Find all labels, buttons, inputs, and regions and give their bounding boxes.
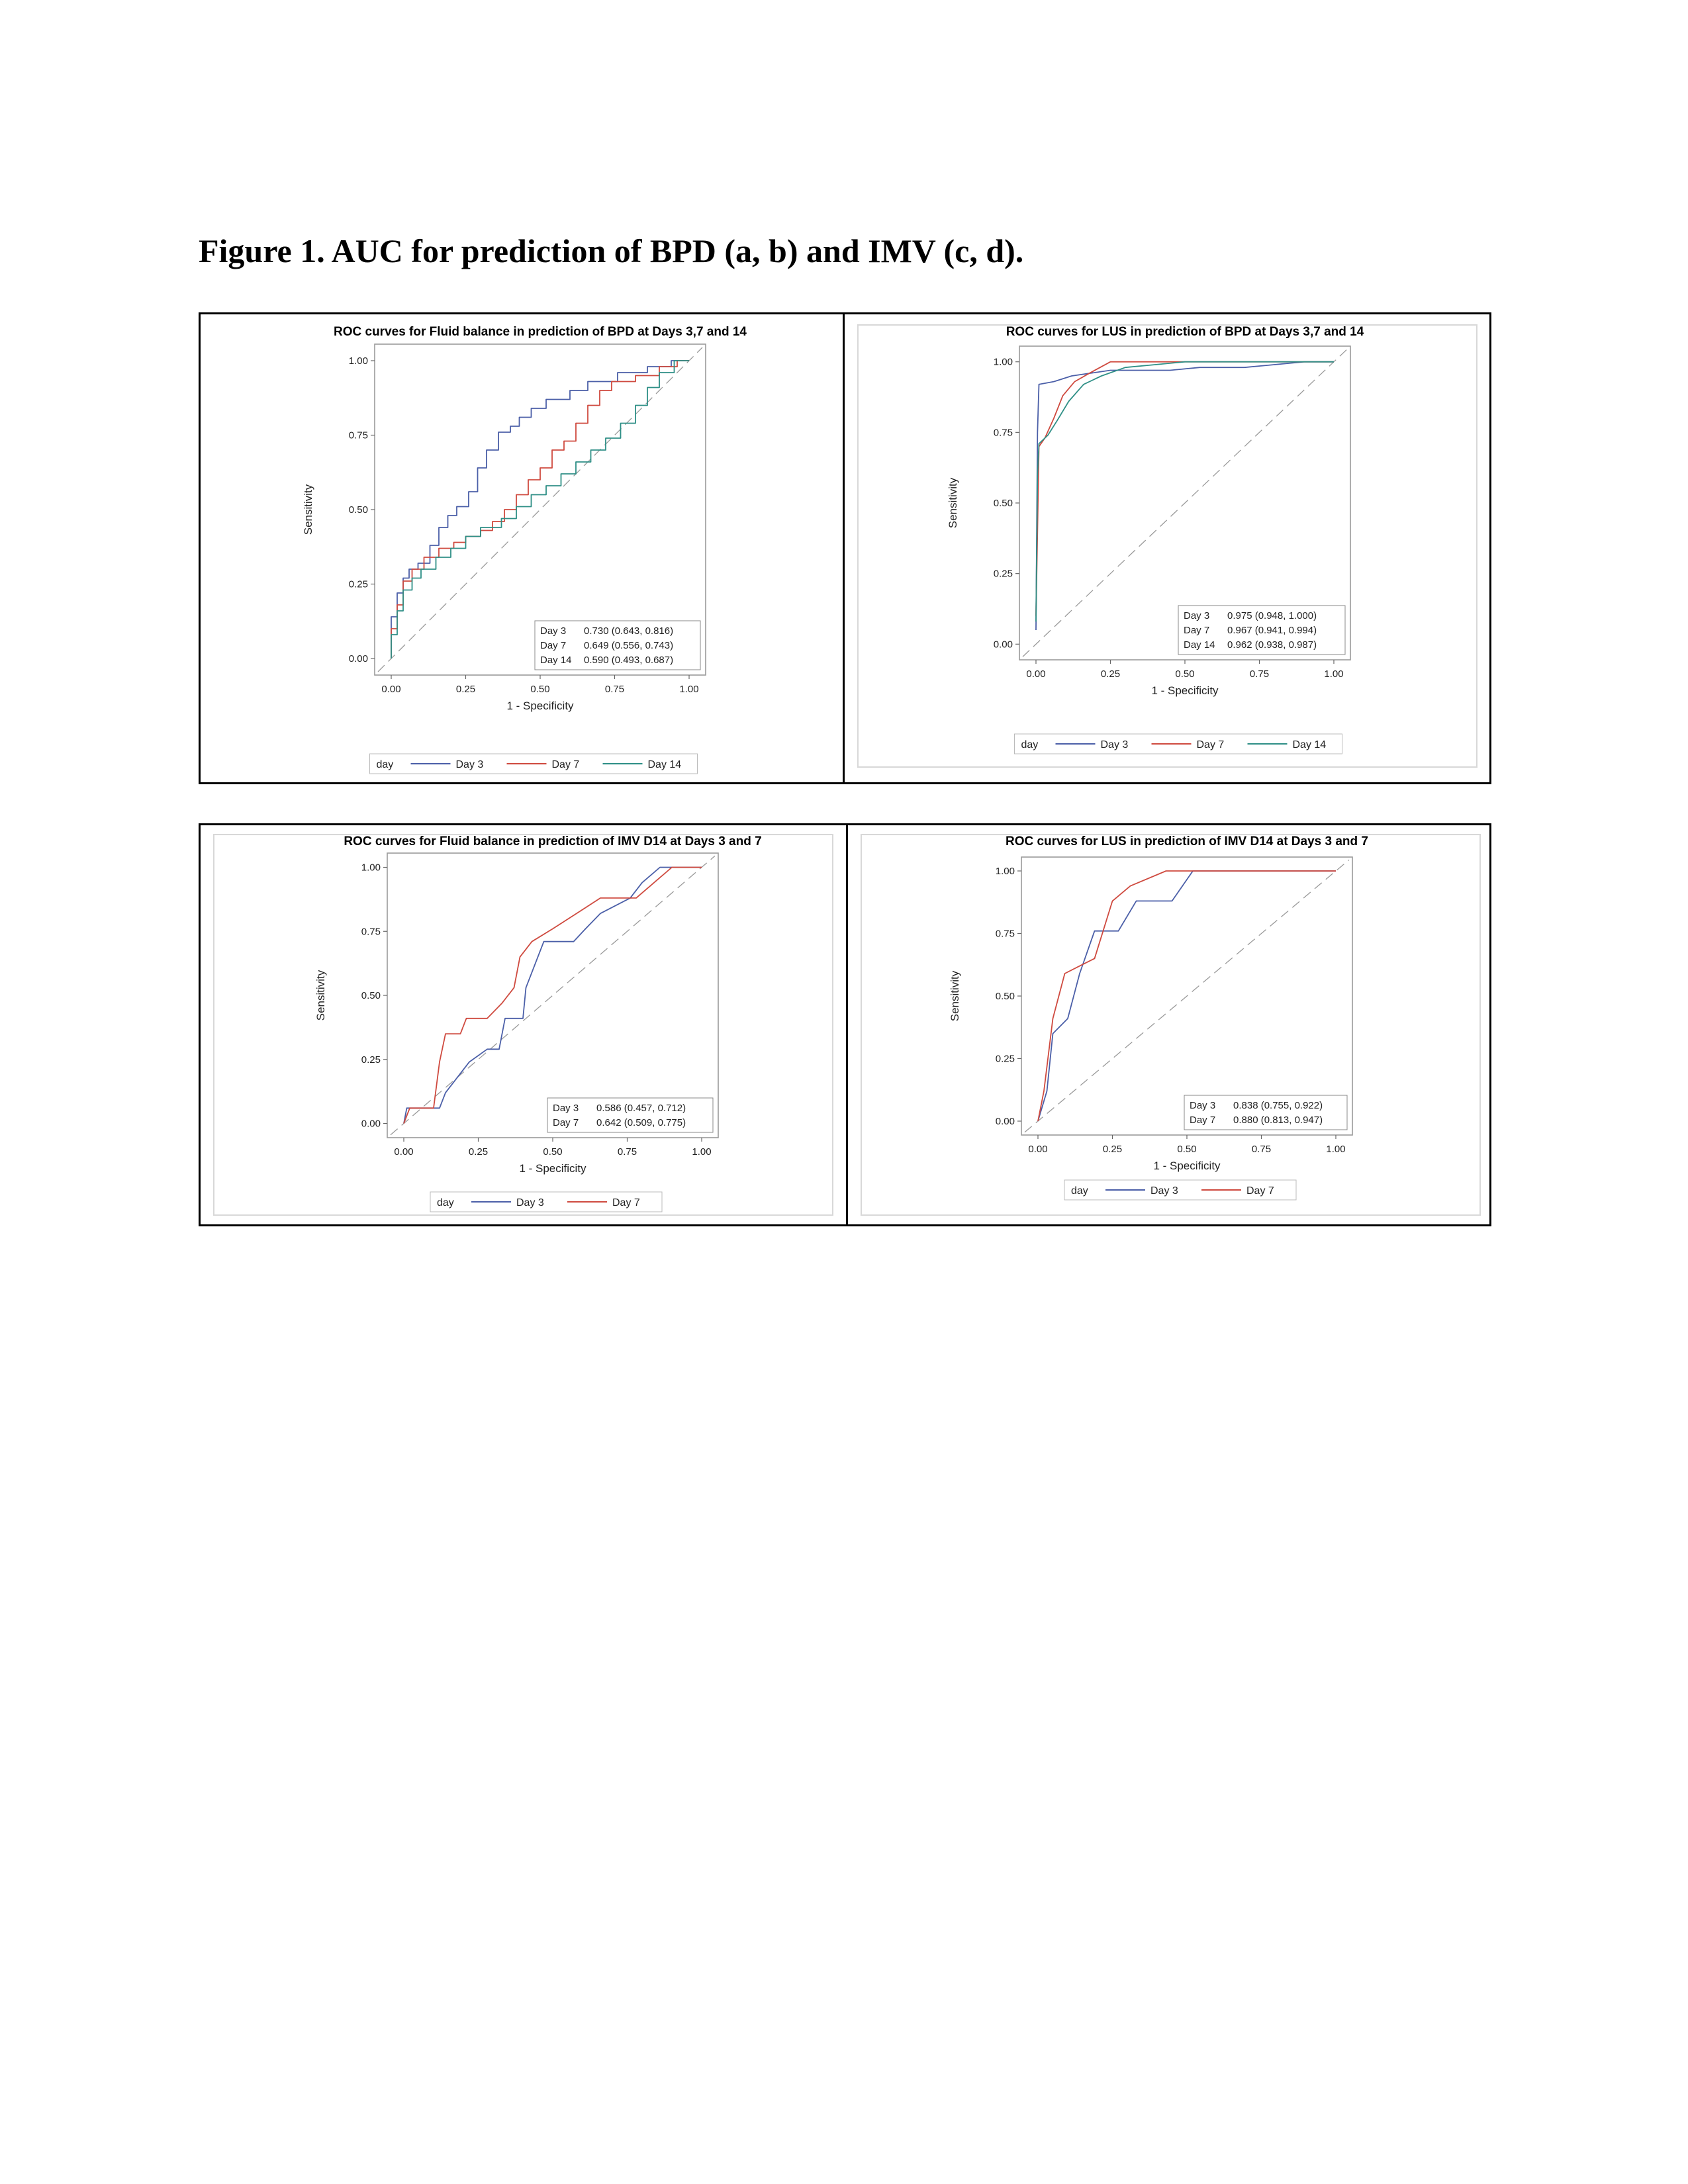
x-tick-label: 0.75 — [1251, 1144, 1272, 1155]
x-tick-label: 1.00 — [1326, 1144, 1346, 1155]
legend-title: day — [1021, 739, 1039, 751]
auc-inset-value: 0.649 (0.556, 0.743) — [584, 640, 674, 651]
x-tick-label: 0.25 — [1102, 1144, 1123, 1155]
legend-entry-label: Day 7 — [1196, 739, 1225, 751]
legend-entry-label: Day 3 — [455, 759, 484, 770]
auc-inset-value: 0.642 (0.509, 0.775) — [596, 1117, 686, 1128]
x-tick-label: 1.00 — [692, 1146, 712, 1158]
auc-inset-label: Day 3 — [1190, 1100, 1216, 1111]
legend-entry-label: Day 3 — [1100, 739, 1129, 751]
roc-chart-svg — [201, 825, 843, 1224]
chart-title: ROC curves for Fluid balance in prediction of IMV D14 at Days 3 and 7 — [344, 835, 762, 848]
legend-entry-label: Day 14 — [647, 759, 682, 770]
legend-title: day — [1071, 1185, 1088, 1197]
legend-entry-label: Day 7 — [551, 759, 580, 770]
x-tick-label: 0.50 — [530, 684, 550, 695]
y-tick-label: 0.50 — [361, 990, 381, 1001]
auc-inset-label: Day 3 — [553, 1103, 579, 1114]
x-tick-label: 1.00 — [679, 684, 699, 695]
chart-title: ROC curves for LUS in prediction of IMV D14 at Days 3 and 7 — [1006, 835, 1368, 848]
auc-inset-value: 0.838 (0.755, 0.922) — [1233, 1100, 1323, 1111]
roc-chart-svg — [848, 825, 1489, 1224]
y-tick-label: 0.00 — [995, 1116, 1015, 1127]
roc-chart-svg — [845, 314, 1489, 782]
y-tick-label: 0.75 — [361, 926, 381, 938]
auc-inset-value: 0.590 (0.493, 0.687) — [584, 655, 674, 666]
legend-title: day — [437, 1197, 454, 1208]
auc-inset-value: 0.586 (0.457, 0.712) — [596, 1103, 686, 1114]
auc-inset-value: 0.962 (0.938, 0.987) — [1227, 639, 1317, 651]
y-tick-label: 0.75 — [993, 427, 1013, 439]
y-tick-label: 0.25 — [993, 568, 1013, 580]
x-axis-label: 1 - Specificity — [519, 1162, 586, 1175]
y-tick-label: 1.00 — [361, 862, 381, 874]
chart-panel-c — [201, 825, 843, 1224]
y-axis-label: Sensitivity — [302, 484, 314, 535]
roc-chart-svg — [201, 314, 840, 782]
legend-entry-label: Day 7 — [612, 1197, 640, 1208]
y-tick-label: 0.50 — [995, 991, 1015, 1002]
x-tick-label: 1.00 — [1324, 668, 1344, 680]
y-tick-label: 1.00 — [993, 356, 1013, 368]
x-axis-label: 1 - Specificity — [1151, 684, 1219, 697]
y-tick-label: 0.25 — [361, 1054, 381, 1066]
auc-inset-label: Day 7 — [540, 640, 567, 651]
chart-title: ROC curves for Fluid balance in prediction of BPD at Days 3,7 and 14 — [334, 325, 747, 339]
y-tick-label: 1.00 — [995, 866, 1015, 877]
auc-inset-label: Day 14 — [1184, 639, 1215, 651]
auc-inset-label: Day 7 — [553, 1117, 579, 1128]
chart-panel-a — [201, 314, 840, 782]
y-tick-label: 0.50 — [993, 498, 1013, 509]
x-axis-label: 1 - Specificity — [506, 700, 574, 712]
auc-inset-value: 0.975 (0.948, 1.000) — [1227, 610, 1317, 621]
x-tick-label: 0.25 — [455, 684, 476, 695]
chart-panel-b — [845, 314, 1489, 782]
legend-entry-label: Day 14 — [1292, 739, 1327, 751]
auc-inset-value: 0.967 (0.941, 0.994) — [1227, 625, 1317, 636]
y-axis-label: Sensitivity — [949, 970, 961, 1022]
figure-title: Figure 1. AUC for prediction of BPD (a, b) and IMV (c, d). — [199, 232, 1024, 269]
legend-title: day — [376, 759, 394, 770]
legend-entry-label: Day 3 — [1150, 1185, 1178, 1197]
auc-inset-label: Day 3 — [540, 625, 567, 637]
y-axis-label: Sensitivity — [947, 477, 959, 529]
x-tick-label: 0.75 — [617, 1146, 637, 1158]
x-tick-label: 0.00 — [381, 684, 401, 695]
legend-entry-label: Day 3 — [516, 1197, 544, 1208]
x-tick-label: 0.00 — [1026, 668, 1046, 680]
y-tick-label: 1.00 — [348, 355, 368, 367]
x-tick-label: 0.00 — [1028, 1144, 1048, 1155]
y-tick-label: 0.00 — [361, 1118, 381, 1130]
auc-inset-label: Day 7 — [1190, 1115, 1216, 1126]
y-tick-label: 0.00 — [993, 639, 1013, 651]
y-tick-label: 0.25 — [995, 1053, 1015, 1065]
chart-panel-d — [848, 825, 1489, 1224]
auc-inset-label: Day 7 — [1184, 625, 1210, 636]
chart-title: ROC curves for LUS in prediction of BPD at Days 3,7 and 14 — [1006, 325, 1364, 339]
auc-inset-value: 0.730 (0.643, 0.816) — [584, 625, 674, 637]
auc-inset-label: Day 3 — [1184, 610, 1210, 621]
y-axis-label: Sensitivity — [314, 970, 327, 1021]
x-tick-label: 0.75 — [1249, 668, 1270, 680]
y-tick-label: 0.50 — [348, 504, 368, 516]
y-tick-label: 0.75 — [348, 430, 368, 441]
x-tick-label: 0.50 — [543, 1146, 563, 1158]
x-tick-label: 0.25 — [1100, 668, 1121, 680]
y-tick-label: 0.25 — [348, 578, 368, 590]
legend-entry-label: Day 7 — [1246, 1185, 1274, 1197]
x-tick-label: 0.50 — [1177, 1144, 1197, 1155]
y-tick-label: 0.00 — [348, 653, 368, 664]
auc-inset-value: 0.880 (0.813, 0.947) — [1233, 1115, 1323, 1126]
x-tick-label: 0.00 — [394, 1146, 414, 1158]
y-tick-label: 0.75 — [995, 928, 1015, 940]
x-axis-label: 1 - Specificity — [1153, 1160, 1221, 1172]
x-tick-label: 0.25 — [468, 1146, 489, 1158]
x-tick-label: 0.50 — [1175, 668, 1195, 680]
x-tick-label: 0.75 — [604, 684, 625, 695]
auc-inset-label: Day 14 — [540, 655, 572, 666]
